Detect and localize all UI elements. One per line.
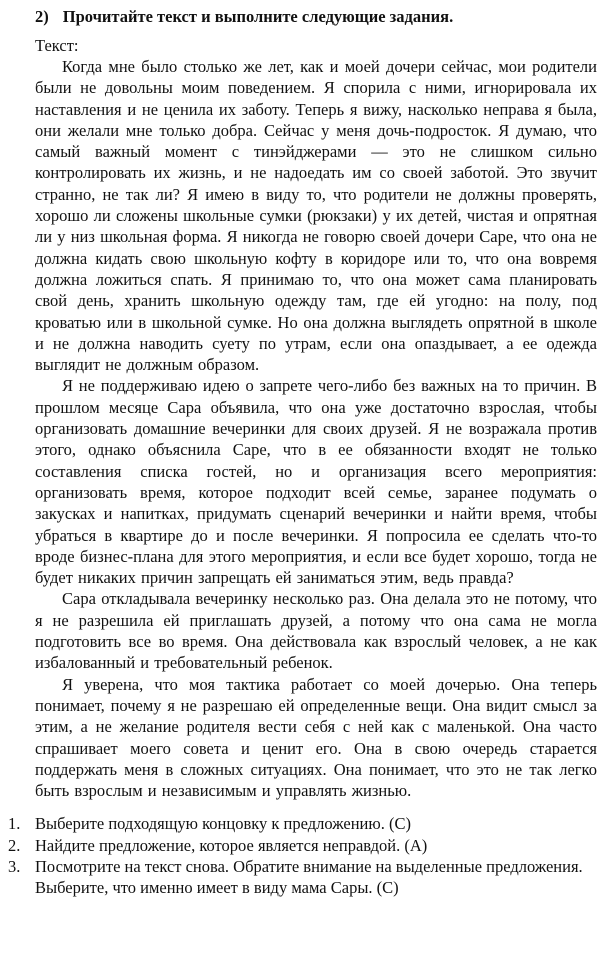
- exercise-title: Прочитайте текст и выполните следующие задания.: [62, 7, 454, 26]
- exercise-number: 2): [35, 7, 49, 26]
- task-number: 2.: [8, 835, 21, 855]
- task-item-2: [8, 835, 597, 856]
- task-number: 3.: [8, 856, 21, 876]
- task-list: [8, 813, 597, 898]
- exercise-header: [35, 6, 597, 27]
- paragraph-4: Я уверена, что моя тактика работает со моей дочерью. Она теперь понимает, почему я не разрешаю ей определенные вещи. Она видит смысл за этим, а не желание родителя вести себя с ней как с маленькой. Она часто спрашивает моего совета и ценит его. Она в свою очередь старается поддержать меня в сложных ситуациях. Она понимает, что это не так легко быть взрослым и независимым и управлять жизнью.: [35, 674, 597, 801]
- text-label: Текст:: [35, 36, 79, 55]
- paragraph-2: Я не поддерживаю идею о запрете чего-либо без важных на то причин. В прошлом месяце Сара объявила, что она уже достаточно взрослая, чтобы организовать домашние вечеринки для своих друзей. Я не возражала против этого, однако объяснила Саре, что в ее обязанности входят не только составления списка гостей, но и организация всего мероприятия: организовать время, которое подходит всей семье, заранее подумать о закусках и напитках, придумать сценарий вечеринки и найти время, чтобы убраться в квартире до и после вечеринки. Я попросила ее сделать что-то вроде бизнес-плана для этого мероприятия, и если все будет хорошо, тогда не будет никаких причин запрещать ей заниматься этим, ведь правда?: [35, 376, 597, 588]
- paragraph-3: Сара откладывала вечеринку несколько раз. Она делала это не потому, что я не разрешила ей приглашать друзей, а потому что она сама не могла подготовить все во время. Она действовала как взрослый человек, а не как избалованный и требовательный ребенок.: [35, 589, 597, 673]
- task-text: Посмотрите на текст снова. Обратите внимание на выделенные предложения. Выберите, что именно имеет в виду мама Сары. (С): [35, 856, 583, 898]
- task-text: Найдите предложение, которое является неправдой. (А): [35, 835, 428, 855]
- paragraph-1: Когда мне было столько же лет, как и моей дочери сейчас, мои родители были не довольны моим поведением. Я спорила с ними, игнорировала их наставления и не ценила их заботу. Теперь я вижу, насколько неправа я была, они желали мне только добра. Сейчас у меня дочь-подросток. Я думаю, что самый важный момент с тинэйджерами — это не слишком сильно контролировать их жизнь, и не надоедать им со своей заботой. Это звучит странно, не так ли? Я имею в виду то, что родители не должны проверять, хорошо ли сложены школьные сумки (рюкзаки) у их детей, чистая и опрятная ли у низ школьная форма. Я никогда не говорю своей дочери Саре, что она не должна кидать свою школьную кофту в коридоре или то, что она вовремя должна ложиться спать. Я принимаю то, что она может сама планировать свой день, хранить школьную одежду там, где ей угодно: на полу, под кроватью или в школьной сумке. Но она должна выглядеть опрятной в школе и не должна наводить суету по утрам, если она опаздывает, а ее одежда выглядит не должным образом.: [35, 57, 597, 375]
- task-item-1: [8, 813, 597, 834]
- task-number: 1.: [8, 814, 21, 834]
- task-text: Выберите подходящую концовку к предложению. (С): [35, 814, 411, 834]
- task-item-3: [8, 856, 597, 899]
